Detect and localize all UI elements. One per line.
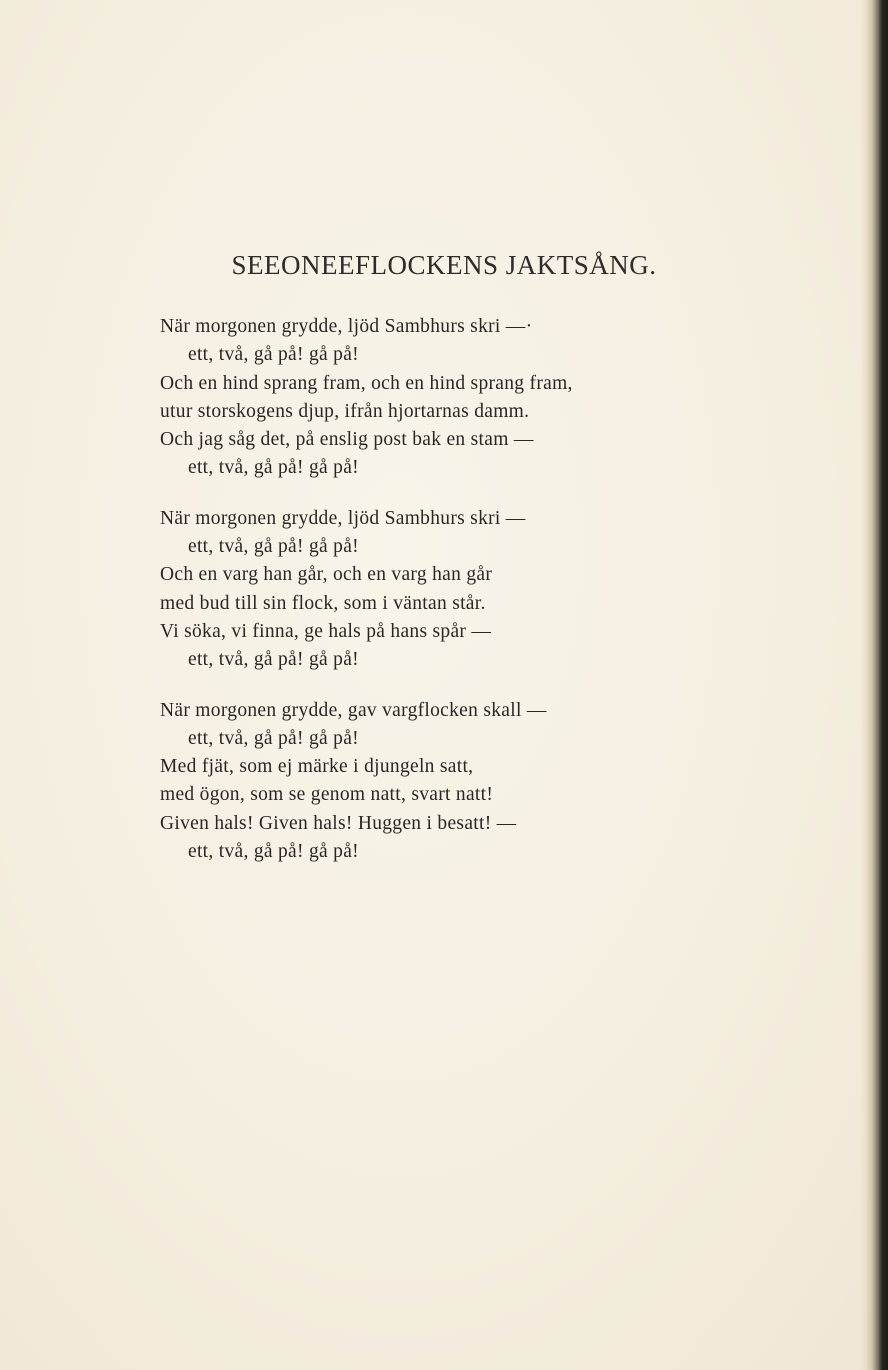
stanza-refrain-line: ett, två, gå på! gå på! bbox=[188, 841, 359, 863]
stanza-refrain-line: ett, två, gå på! gå på! bbox=[188, 344, 359, 366]
stanza-line: med ögon, som se genom natt, svart natt! bbox=[160, 784, 494, 806]
stanza-line: Och en hind sprang fram, och en hind sprang fram, bbox=[160, 372, 573, 394]
stanza-line: Vi söka, vi finna, ge hals på hans spår — bbox=[160, 620, 492, 642]
stanza-line: Given hals! Given hals! Huggen i besatt! — bbox=[160, 812, 517, 834]
stanza-line: När morgonen grydde, gav vargflocken skall — bbox=[160, 699, 547, 721]
stanza-3 bbox=[160, 697, 740, 867]
poem-title: SEEONEEFLOCKENS JAKTSÅNG. bbox=[231, 250, 657, 280]
stanza-2 bbox=[160, 505, 740, 675]
stanza-line: utur storskogens djup, ifrån hjortarnas damm. bbox=[160, 400, 530, 422]
stanza-refrain-line: ett, två, gå på! gå på! bbox=[188, 727, 359, 749]
stanza-line: När morgonen grydde, ljöd Sambhurs skri — bbox=[160, 507, 526, 529]
stanza-line: med bud till sin flock, som i väntan står. bbox=[160, 592, 486, 614]
stanza-refrain-line: ett, två, gå på! gå på! bbox=[188, 649, 359, 671]
stanza-refrain-line: ett, två, gå på! gå på! bbox=[188, 536, 359, 558]
book-binding-edge bbox=[860, 0, 888, 1370]
stanza-line: Med fjät, som ej märke i djungeln satt, bbox=[160, 756, 474, 778]
poem-body bbox=[160, 313, 740, 888]
stanza-line: Och en varg han går, och en varg han går bbox=[160, 564, 493, 586]
stanza-line: Och jag såg det, på enslig post bak en stam — bbox=[160, 429, 534, 451]
stanza-refrain-line: ett, två, gå på! gå på! bbox=[188, 457, 359, 479]
stanza-1 bbox=[160, 313, 740, 483]
stanza-line: När morgonen grydde, ljöd Sambhurs skri —· bbox=[160, 316, 533, 337]
